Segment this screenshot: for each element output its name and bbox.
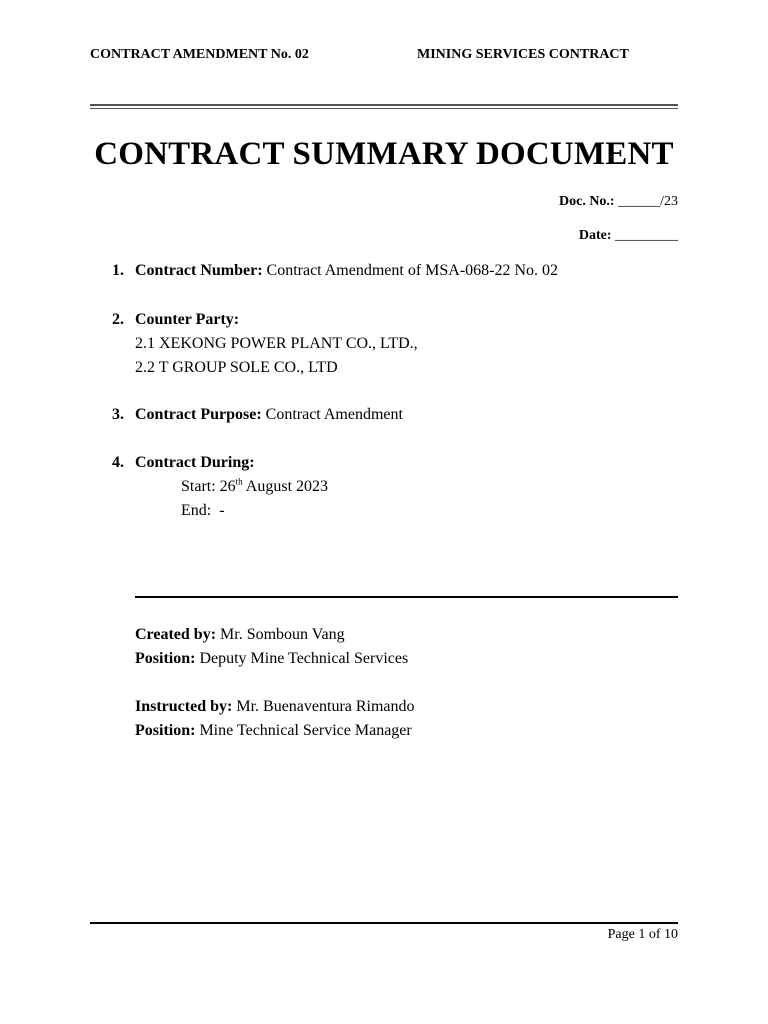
contract-start-prefix: Start: 26 [181,478,236,495]
contract-purpose-line [135,406,403,424]
page-title: CONTRACT SUMMARY DOCUMENT [94,136,674,172]
contract-number-label: Contract Number: [135,262,263,279]
list-number: 3. [112,406,124,423]
list-number: 1. [112,262,124,279]
contract-purpose-label: Contract Purpose: [135,406,262,423]
instructed-position [135,722,412,740]
doc-date-value: _________ [615,228,678,243]
signature-divider [135,596,678,598]
header-right: MINING SERVICES CONTRACT [417,47,629,62]
created-position [135,650,408,668]
doc-number-value: ______/23 [618,194,678,209]
list-number: 4. [112,454,124,471]
contract-start-suffix: August 2023 [242,478,329,495]
created-by-value: Mr. Somboun Vang [220,626,345,643]
instructed-position-label: Position: [135,722,196,739]
contract-purpose-value: Contract Amendment [265,406,403,423]
contract-number-value: Contract Amendment of MSA-068-22 No. 02 [266,262,559,279]
counter-party-line-2: 2.2 T GROUP SOLE CO., LTD [135,359,338,376]
header-divider [90,104,678,109]
counter-party-label: Counter Party: [135,311,240,328]
page-number: Page 1 of 10 [607,927,678,942]
created-by [135,626,345,644]
contract-start-sup: th [235,476,243,487]
counter-party-line-1: 2.1 XEKONG POWER PLANT CO., LTD., [135,335,418,352]
instructed-by-value: Mr. Buenaventura Rimando [236,698,415,715]
contract-during-label: Contract During: [135,454,255,471]
contract-start [181,478,328,496]
instructed-by [135,698,415,716]
list-number: 2. [112,311,124,328]
header-left: CONTRACT AMENDMENT No. 02 [90,47,309,62]
doc-date [579,228,678,244]
doc-number [559,194,678,210]
instructed-position-value: Mine Technical Service Manager [199,722,412,739]
created-by-label: Created by: [135,626,217,643]
doc-number-label: Doc. No.: [559,194,615,209]
instructed-by-label: Instructed by: [135,698,233,715]
doc-date-label: Date: [578,228,612,243]
created-position-label: Position: [135,650,196,667]
contract-end: End: - [181,502,225,519]
created-position-value: Deputy Mine Technical Services [199,650,409,667]
footer-divider [90,922,678,924]
contract-number-line [135,262,558,280]
